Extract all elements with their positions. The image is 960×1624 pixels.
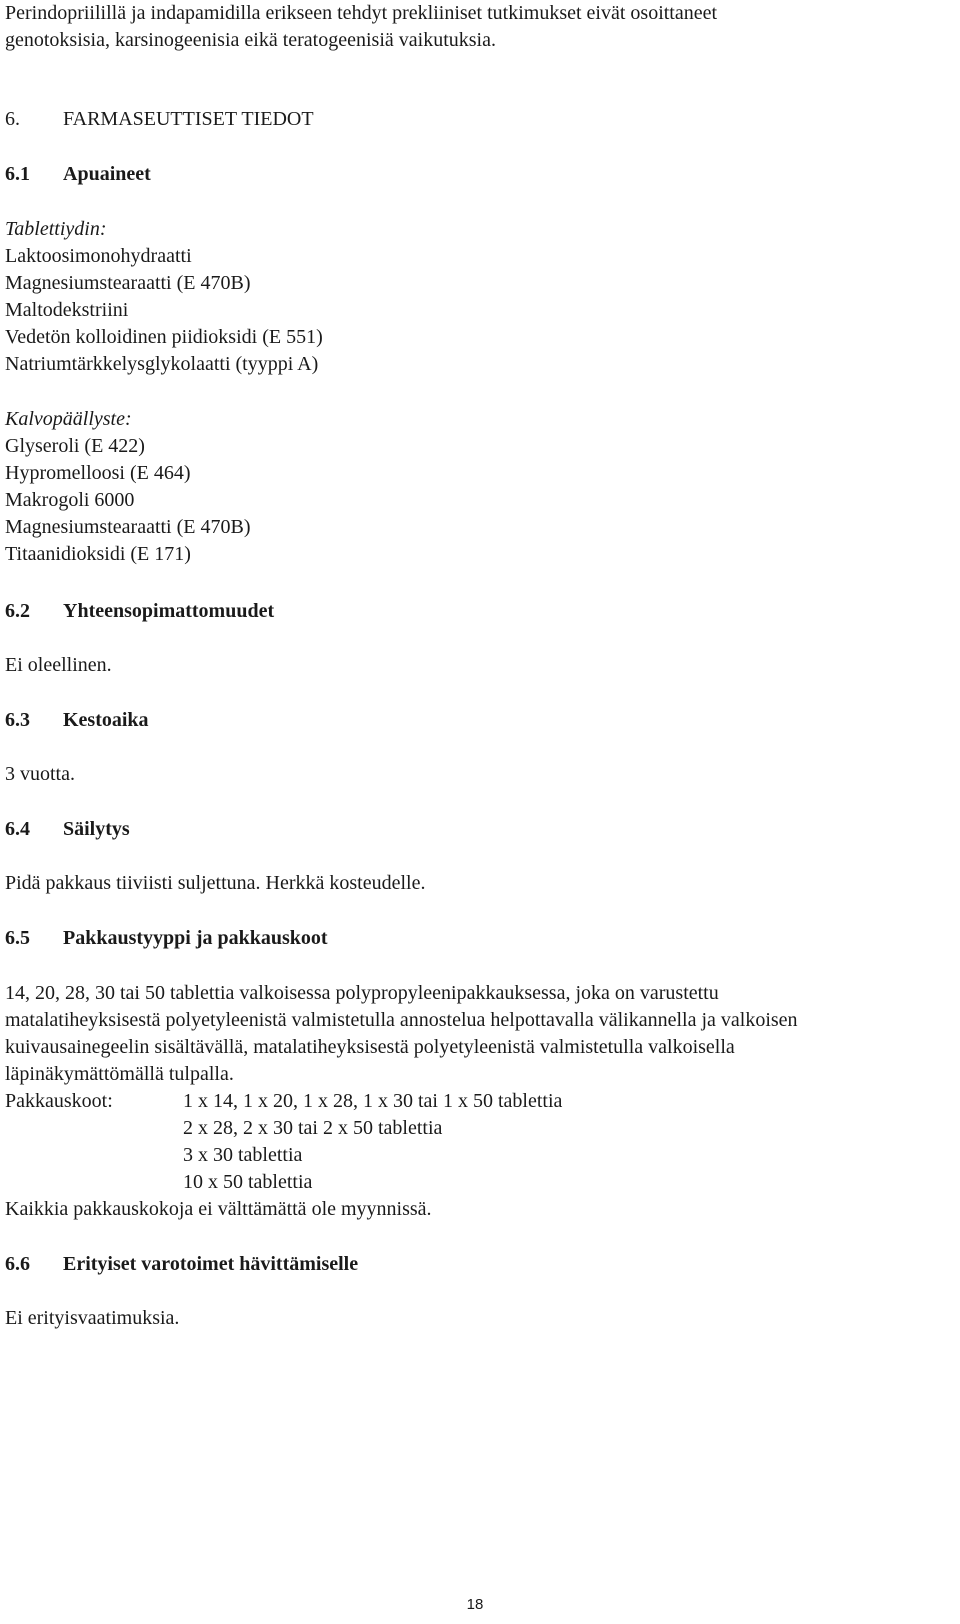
section-number: 6.	[5, 108, 20, 130]
page-number: 18	[466, 1596, 484, 1613]
section-title: Erityiset varotoimet hävittämiselle	[63, 1253, 359, 1275]
tablet-core-label: Tablettiydin:	[5, 218, 107, 240]
excipient-item: Magnesiumstearaatti (E 470B)	[5, 272, 251, 294]
pack-sizes-label: Pakkauskoot:	[5, 1090, 113, 1112]
body-text: 3 vuotta.	[5, 763, 75, 785]
pack-size-item: 1 x 14, 1 x 20, 1 x 28, 1 x 30 tai 1 x 50 tablettia	[183, 1090, 563, 1112]
section-title: Säilytys	[63, 818, 130, 840]
body-text: läpinäkymättömällä tulpalla.	[5, 1063, 234, 1085]
section-number: 6.4	[5, 818, 30, 840]
body-text: 14, 20, 28, 30 tai 50 tablettia valkoisessa polypropyleenipakkauksessa, joka on varustettu	[5, 982, 719, 1004]
pack-size-item: 10 x 50 tablettia	[183, 1171, 313, 1193]
pack-size-item: 3 x 30 tablettia	[183, 1144, 303, 1166]
body-text: Kaikkia pakkauskokoja ei välttämättä ole myynnissä.	[5, 1198, 432, 1220]
section-title: FARMASEUTTISET TIEDOT	[63, 108, 314, 130]
section-number: 6.2	[5, 600, 30, 622]
excipient-item: Glyseroli (E 422)	[5, 435, 145, 457]
section-6-4-text	[5, 870, 425, 897]
intro-line: Perindopriilillä ja indapamidilla erikseen tehdyt prekliiniset tutkimukset eivät osoittaneet	[5, 2, 718, 24]
section-6-5-heading	[5, 925, 328, 952]
tablet-core-list	[5, 216, 323, 378]
section-6-3-heading	[5, 707, 149, 734]
packaging-description	[5, 980, 798, 1088]
section-title: Pakkaustyyppi ja pakkauskoot	[63, 927, 328, 949]
section-6-3-text	[5, 761, 75, 788]
section-number: 6.3	[5, 709, 30, 731]
section-6-1-heading	[5, 161, 151, 188]
section-6-2-heading	[5, 598, 274, 625]
film-coating-list	[5, 406, 251, 568]
excipient-item: Vedetön kolloidinen piidioksidi (E 551)	[5, 326, 323, 348]
intro-line: genotoksisia, karsinogeenisia eikä teratogeenisiä vaikutuksia.	[5, 29, 496, 51]
section-6-6-text	[5, 1305, 179, 1332]
excipient-item: Titaanidioksidi (E 171)	[5, 543, 191, 565]
intro-paragraph	[5, 0, 717, 54]
pack-sizes	[5, 1088, 955, 1196]
body-text: Pidä pakkaus tiiviisti suljettuna. Herkkä kosteudelle.	[5, 872, 426, 894]
excipient-item: Magnesiumstearaatti (E 470B)	[5, 516, 251, 538]
section-title: Kestoaika	[63, 709, 149, 731]
section-number: 6.5	[5, 927, 30, 949]
excipient-item: Makrogoli 6000	[5, 489, 135, 511]
section-title: Apuaineet	[63, 163, 151, 185]
section-number: 6.6	[5, 1253, 30, 1275]
pack-sizes-note	[5, 1196, 432, 1223]
section-title: Yhteensopimattomuudet	[63, 600, 275, 622]
film-coating-label: Kalvopäällyste:	[5, 408, 132, 430]
excipient-item: Laktoosimonohydraatti	[5, 245, 192, 267]
pack-size-item: 2 x 28, 2 x 30 tai 2 x 50 tablettia	[183, 1117, 443, 1139]
body-text: kuivausainegeelin sisältävällä, matalatiheyksisestä polyetyleenistä valmistetulla valkoisella	[5, 1036, 735, 1058]
section-6-2-text	[5, 652, 112, 679]
excipient-item: Hypromelloosi (E 464)	[5, 462, 191, 484]
document-page	[5, 0, 955, 1624]
section-6-4-heading	[5, 816, 130, 843]
body-text: Ei oleellinen.	[5, 654, 112, 676]
section-6-heading	[5, 106, 314, 133]
section-number: 6.1	[5, 163, 30, 185]
excipient-item: Natriumtärkkelysglykolaatti (tyyppi A)	[5, 353, 319, 375]
body-text: Ei erityisvaatimuksia.	[5, 1307, 180, 1329]
section-6-6-heading	[5, 1251, 358, 1278]
body-text: matalatiheyksisestä polyetyleenistä valmistetulla annostelua helpottavalla välikannella ja valkoisen	[5, 1009, 798, 1031]
excipient-item: Maltodekstriini	[5, 299, 129, 321]
